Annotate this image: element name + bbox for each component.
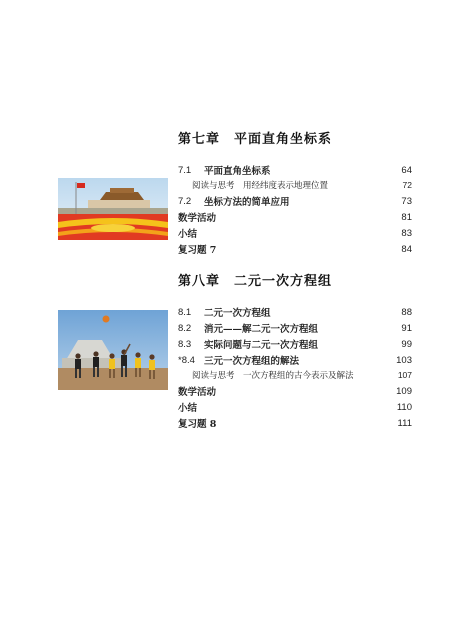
- toc-entry-reading-7[interactable]: [178, 177, 412, 193]
- page-number: 109: [396, 385, 412, 397]
- page-number: 107: [397, 370, 412, 380]
- page-number: 88: [401, 306, 412, 318]
- page-number: 103: [396, 354, 412, 366]
- section-number: 8.3: [178, 338, 192, 350]
- toc-entry-8-4[interactable]: [178, 352, 412, 368]
- section-title: 阅读与思考 一次方程组的古今表示及解法: [192, 371, 354, 381]
- section-number: *8.4: [178, 354, 195, 366]
- toc-entry-8-2[interactable]: [178, 320, 412, 336]
- toc-entry-activity-7[interactable]: [178, 209, 412, 225]
- page-number: 99: [401, 338, 412, 350]
- toc-entry-summary-8[interactable]: [178, 399, 412, 415]
- page-number: 73: [401, 195, 412, 207]
- section-title: 小结: [178, 403, 198, 414]
- section-title: 数学活动: [178, 387, 217, 398]
- toc-entry-review-7[interactable]: [178, 241, 412, 257]
- section-title: 数学活动: [178, 213, 217, 224]
- page-number: 81: [401, 211, 412, 223]
- section-title: 二元一次方程组: [204, 308, 271, 319]
- section-title: 阅读与思考 用经纬度表示地理位置: [192, 181, 329, 191]
- basketball-game-photo: [58, 310, 168, 390]
- tiananmen-square-photo: [58, 178, 168, 240]
- section-number: 7.2: [178, 195, 192, 207]
- section-title: 复习题 8: [178, 419, 217, 430]
- toc-entry-summary-7[interactable]: [178, 225, 412, 241]
- page-number: 111: [397, 417, 412, 429]
- section-title: 复习题 7: [178, 245, 217, 256]
- section-title: 三元一次方程组的解法: [204, 356, 300, 367]
- section-title: 小结: [178, 229, 198, 240]
- toc-entry-7-2[interactable]: [178, 193, 412, 209]
- page-number: 110: [396, 401, 412, 413]
- section-number: 8.2: [178, 322, 192, 334]
- chapter-7-title: 第七章 平面直角坐标系: [178, 132, 333, 147]
- toc-entry-8-1[interactable]: [178, 304, 412, 320]
- section-title: 平面直角坐标系: [204, 166, 271, 177]
- page-number: 91: [401, 322, 412, 334]
- section-number: 8.1: [178, 306, 192, 318]
- section-title: 实际问题与二元一次方程组: [204, 340, 319, 351]
- section-title: 消元——解二元一次方程组: [204, 324, 319, 335]
- section-title: 坐标方法的简单应用: [204, 197, 290, 208]
- chapter-8-title: 第八章 二元一次方程组: [178, 274, 333, 289]
- toc-entry-8-3[interactable]: [178, 336, 412, 352]
- page-number: 72: [402, 180, 412, 190]
- page-number: 83: [401, 227, 412, 239]
- toc-entry-review-8[interactable]: [178, 415, 412, 431]
- toc-entry-activity-8[interactable]: [178, 383, 412, 399]
- toc-entry-7-1[interactable]: [178, 162, 412, 178]
- toc-entry-reading-8[interactable]: [178, 367, 412, 383]
- page-number: 64: [401, 164, 412, 176]
- section-number: 7.1: [178, 164, 192, 176]
- page-number: 84: [401, 243, 412, 255]
